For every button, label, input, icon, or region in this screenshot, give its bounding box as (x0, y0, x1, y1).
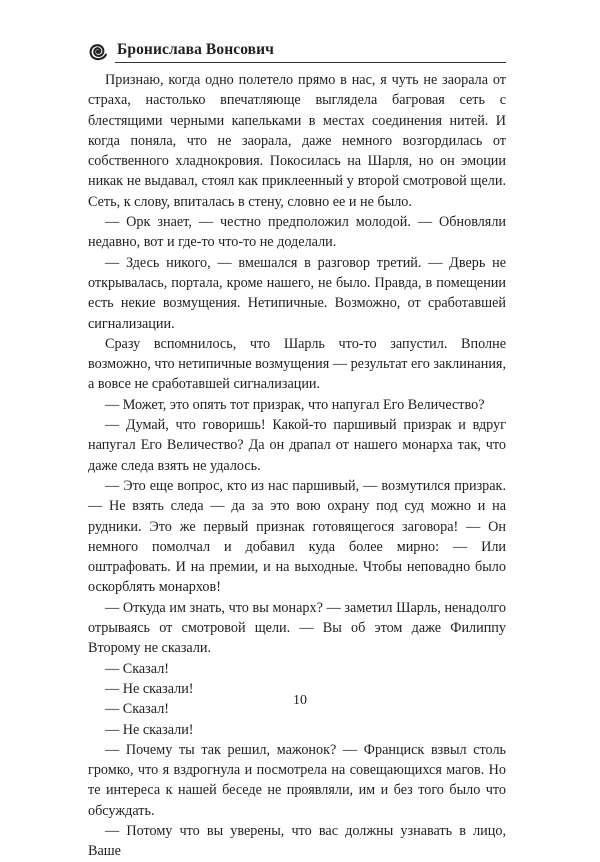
paragraph: Сразу вспомнилось, что Шарль что-то запустил. Вполне возможно, что нетипичные возмущения — результат его заклинания, а вовсе не сработавшей сигнализации. (88, 335, 506, 393)
paragraph: — Почему ты так решил, мажонок? — Франциск взвыл столь громко, что я вздрогнула и посмотрела на совещающихся магов. Но те интереса к нашей беседе не проявляли, им и без того было что обсуждать. (88, 741, 506, 819)
page-body (88, 70, 506, 862)
paragraph: — Не сказали! (105, 680, 194, 697)
paragraph: Признаю, когда одно полетело прямо в нас, я чуть не заорала от страха, настолько впечатляюще выглядела багровая сеть с блестящими черными капельками в местах соединения нитей. И когда поняла, что не заорала, даже немного возгордилась от собственного хладнокровия. Покосилась на Шарля, но он эмоции никак не выдавал, стоял как приклеенный у второй смотровой щели. Сеть, к слову, впиталась в стену, словно ее и не было. (88, 72, 506, 210)
paragraph: — Откуда им знать, что вы монарх? — заметил Шарль, ненадолго отрываясь от смотровой щели. — Вы об этом даже Филиппу Второму не сказали. (88, 599, 506, 657)
paragraph: — Потому что вы уверены, что вас должны узнавать в лицо, Ваше (88, 822, 506, 860)
paragraph: — Орк знает, — честно предположил молодой. — Обновляли недавно, вот и где-то что-то не доделали. (88, 214, 506, 251)
paragraph: — Думай, что говоришь! Какой-то паршивый призрак и вдруг напугал Его Величество? Да он драпал от нашего монарха так, что даже следа взять не удалось. (88, 417, 506, 474)
paragraph: — Не сказали! (105, 721, 194, 738)
paragraph: — Здесь никого, — вмешался в разговор третий. — Дверь не открывалась, портала, кроме нашего, не было. Правда, в помещении есть некие возмущения. Нетипичные. Возможно, от сработавшей сигнализации. (88, 254, 506, 332)
header-divider (115, 62, 506, 63)
running-header (86, 38, 506, 68)
spiral-icon (86, 39, 110, 63)
author-name: Бронислава Вонсович (117, 41, 275, 58)
paragraph: — Это еще вопрос, кто из нас паршивый, — возмутился призрак. — Не взять следа — да за это вою охрану под суд можно и на рудники. Это же первый признак готовящегося заговора! — Он немного помолчал и добавил куда более мирно: — Или оштрафовать. И на премии, и на выходные. Чтобы неповадно было оскорблять монархов! (88, 477, 506, 596)
paragraph: — Сказал! (105, 701, 170, 718)
paragraph: — Может, это опять тот призрак, что напугал Его Величество? (105, 396, 485, 413)
page-number: 10 (293, 693, 307, 708)
paragraph: — Сказал! (105, 660, 170, 677)
